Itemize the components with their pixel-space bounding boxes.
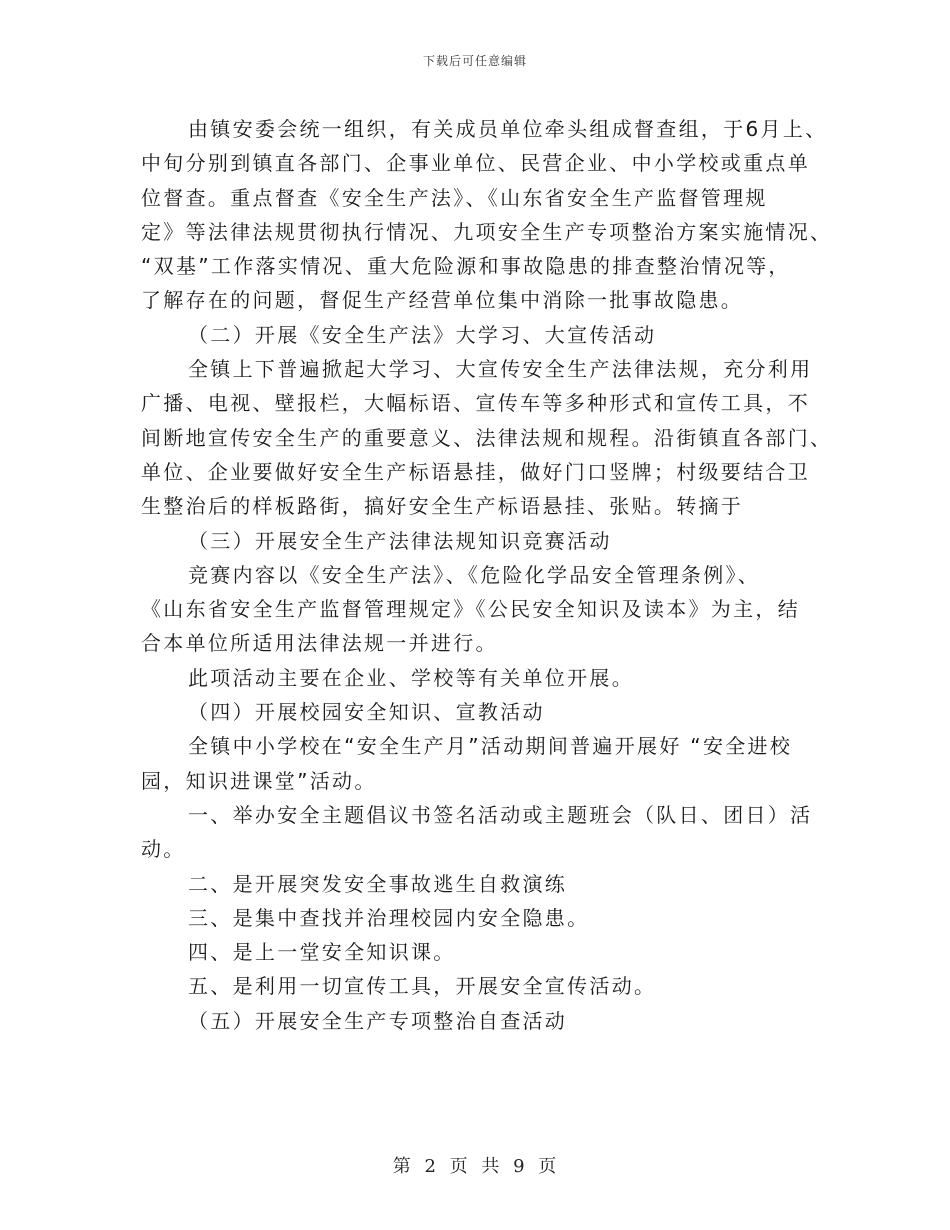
paragraph-line: 此项活动主要在企业、学校等有关单位开展。 (188, 665, 634, 690)
paragraph-line: 位督查。重点督查《安全生产法》、《山东省安全生产监督管理规 (141, 185, 768, 210)
footer-label-gong: 共 (481, 1156, 501, 1177)
footer-label-di: 第 (392, 1156, 412, 1177)
paragraph-line: 全镇上下普遍掀起大学习、大宣传安全生产法律法规，充分利用 (188, 357, 813, 382)
paragraph-line: 由镇安委会统一组织，有关成员单位牵头组成督查组，于6月上、 (188, 117, 828, 141)
current-page-number: 2 (424, 1156, 437, 1177)
list-item: 二、是开展突发安全事故逃生自救演练 (188, 871, 568, 896)
page-header: 下载后可任意编辑 (422, 54, 527, 68)
paragraph-line: 合本单位所适用法律法规一并进行。 (141, 631, 498, 656)
page-footer (0, 1152, 950, 1178)
list-item: 三、是集中查找并治理校园内安全隐患。 (188, 905, 590, 930)
paragraph-line: 了解存在的问题，督促生产经营单位集中消除一批事故隐患。 (141, 288, 744, 313)
list-item: 一、举办安全主题倡议书签名活动或主题班会（队日、团日）活 (188, 802, 813, 827)
paragraph-line: “双基”工作落实情况、重大危险源和事故隐患的排查整治情况等， (141, 254, 791, 279)
footer-label-ye-2: 页 (538, 1156, 558, 1177)
document-body (141, 112, 833, 1038)
paragraph-line: 全镇中小学校在“安全生产月”活动期间普遍开展好 “安全进校 (188, 734, 793, 759)
footer-label-ye: 页 (449, 1156, 469, 1177)
section-heading: （二）开展《安全生产法》大学习、大宣传活动 (188, 322, 657, 347)
paragraph-line: 竞赛内容以《安全生产法》、《危险化学品安全管理条例》、 (188, 562, 761, 587)
paragraph-line: 中旬分别到镇直各部门、企事业单位、民营企业、中小学校或重点单 (141, 151, 810, 176)
paragraph-line: 单位、企业要做好安全生产标语悬挂，做好门口竖牌；村级要结合卫 (141, 459, 810, 484)
list-item: 五、是利用一切宣传工具，开展安全宣传活动。 (188, 974, 657, 999)
paragraph-line: 动。 (141, 837, 186, 862)
section-heading: （三）开展安全生产法律法规知识竞赛活动 (188, 528, 612, 553)
paragraph-line: 生整治后的样板路街，搞好安全生产标语悬挂、张贴。转摘于 (141, 494, 744, 519)
paragraph-line: 《山东省安全生产监督管理规定》《公民安全知识及读本》为主，结 (141, 597, 800, 622)
paragraph-line: 广播、电视、壁报栏，大幅标语、宣传车等多种形式和宣传工具，不 (141, 391, 810, 416)
paragraph-line: 园，知识进课堂”活动。 (141, 768, 377, 793)
list-item: 四、是上一堂安全知识课。 (188, 940, 456, 965)
paragraph-line: 间断地宣传安全生产的重要意义、法律法规和规程。沿街镇直各部门、 (141, 425, 833, 450)
section-heading: （四）开展校园安全知识、宣教活动 (188, 700, 545, 725)
total-pages-number: 9 (513, 1156, 526, 1177)
section-heading: （五）开展安全生产专项整治自查活动 (188, 1008, 568, 1033)
paragraph-line: 定》等法律法规贯彻执行情况、九项安全生产专项整治方案实施情况、 (141, 219, 833, 244)
